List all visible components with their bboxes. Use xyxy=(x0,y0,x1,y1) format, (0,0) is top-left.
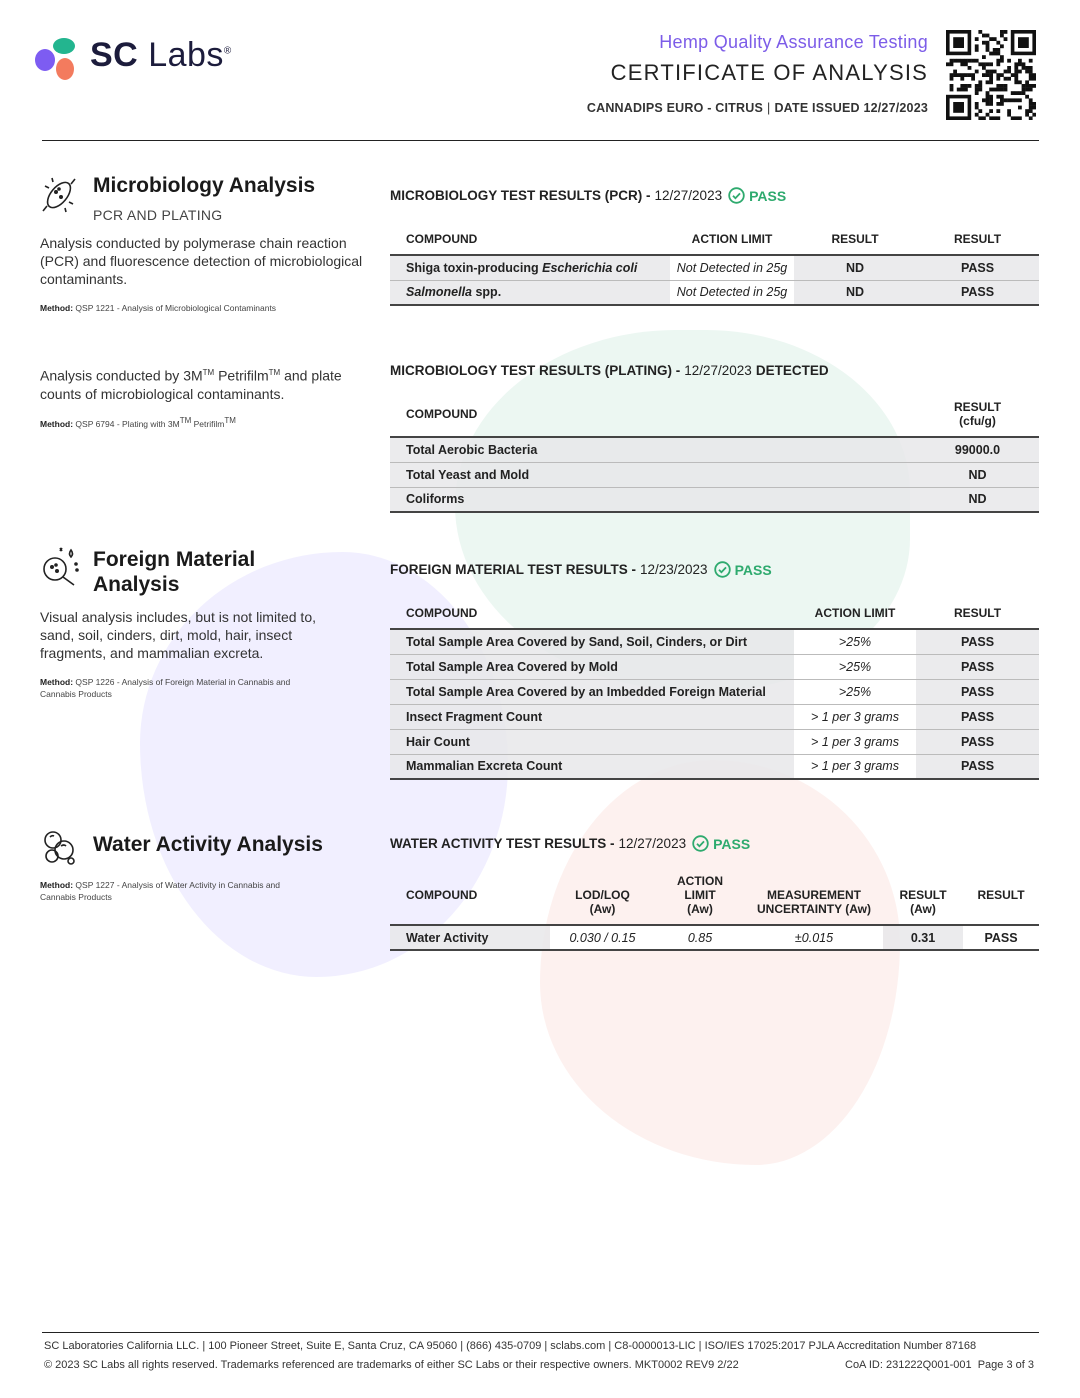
header-divider xyxy=(42,140,1039,141)
footer-copyright: © 2023 SC Labs all rights reserved. Trademarks referenced are trademarks of either SC Labs or their respective owners. MKT0002 REV9 2/22 xyxy=(44,1359,739,1371)
plating-description: Analysis conducted by 3M™ Petrifilm™ and plate counts of microbiological contaminants. xyxy=(40,367,342,402)
table-row: Shiga toxin-producing Escherichia coli Not Detected in 25g ND PASS xyxy=(390,255,1039,280)
certificate-info: CANNADIPS EURO - CITRUS | DATE ISSUED 12/27/2023 xyxy=(586,101,928,115)
qr-code-icon[interactable] xyxy=(946,30,1036,120)
bacteria-icon xyxy=(40,176,78,214)
foreign-results-table: COMPOUND ACTION LIMIT RESULT Total Sample Area Covered by Sand, Soil, Cinders, or Dirt >25% PASS Total Sample Area Covered by Mold >25% PASS Total Sample Area Covered by an Imbedded Foreign Material >25% PASS Insect Fragment Count > 1 per 3 grams PASS Hair Count > 1 per 3 grams PASS Mammalian Excreta Count > 1 per 3 grams PASS xyxy=(390,602,1039,780)
water-droplets-icon xyxy=(40,828,78,866)
footer-address: SC Laboratories California LLC. | 100 Pioneer Street, Suite E, Santa Cruz, CA 95060 | (866) 435-0709 | sclabs.com | C8-0000013-LIC | ISO/IES 17025:2017 PJLA Accreditation Number 87168 xyxy=(44,1340,977,1352)
microbiology-title: Microbiology Analysis xyxy=(93,174,316,197)
certificate-title: CERTIFICATE OF ANALYSIS xyxy=(610,60,928,85)
table-row: Total Sample Area Covered by Sand, Soil, Cinders, or Dirt >25% PASS xyxy=(390,629,1039,654)
coa-id: CoA ID: 231222Q001-001 xyxy=(845,1359,972,1371)
date-issued: DATE ISSUED 12/27/2023 xyxy=(774,101,928,115)
check-circle-icon xyxy=(692,835,709,852)
table-row: Mammalian Excreta Count > 1 per 3 grams PASS xyxy=(390,754,1039,779)
foreign-method: Method: QSP 1226 - Analysis of Foreign Material in Cannabis and Cannabis Products xyxy=(40,677,291,699)
footer-divider xyxy=(42,1332,1039,1333)
check-circle-icon xyxy=(728,187,745,204)
check-circle-icon xyxy=(714,561,731,578)
table-row: Hair Count > 1 per 3 grams PASS xyxy=(390,729,1039,754)
table-row: Total Yeast and Mold ND xyxy=(390,462,1039,487)
table-row: Insect Fragment Count > 1 per 3 grams PASS xyxy=(390,704,1039,729)
water-results-table: COMPOUND LOD/LOQ (Aw) ACTION LIMIT (Aw) MEASUREMENT UNCERTAINTY (Aw) RESULT (Aw) RESULT Water Activity 0.030 / 0.15 0.85 ±0.015 0.31 PASS xyxy=(390,870,1039,951)
decor-blob-pink xyxy=(540,760,900,1165)
table-row: Total Aerobic Bacteria 99000.0 xyxy=(390,437,1039,462)
certificate-subtitle: Hemp Quality Assurance Testing xyxy=(659,32,928,52)
plating-results-table: COMPOUND RESULT (cfu/g) Total Aerobic Bacteria 99000.0 Total Yeast and Mold ND Coliforms ND xyxy=(390,396,1039,513)
pcr-results-table: COMPOUND ACTION LIMIT RESULT RESULT Shiga toxin-producing Escherichia coli Not Detected in 25g ND PASS Salmonella spp. Not Detected in 25g ND PASS xyxy=(390,228,1039,306)
pcr-description: Analysis conducted by polymerase chain reaction (PCR) and fluorescence detection of microbiological contaminants. xyxy=(40,235,363,287)
product-name: CANNADIPS EURO - CITRUS xyxy=(586,101,763,115)
sc-labs-logo-icon xyxy=(34,36,80,82)
foreign-title: Foreign Material Analysis xyxy=(93,548,256,596)
plating-results-heading: MICROBIOLOGY TEST RESULTS (PLATING) - 12/27/2023 DETECTED xyxy=(390,363,829,378)
water-method: Method: QSP 1227 - Analysis of Water Activity in Cannabis and Cannabis Products xyxy=(40,880,280,902)
pcr-pass-badge: PASS xyxy=(728,187,786,204)
table-row: Water Activity 0.030 / 0.15 0.85 ±0.015 0.31 PASS xyxy=(390,925,1039,950)
footer-legal xyxy=(44,1359,1039,1371)
table-row: Total Sample Area Covered by an Imbedded Foreign Material >25% PASS xyxy=(390,679,1039,704)
foreign-results-heading: FOREIGN MATERIAL TEST RESULTS - 12/23/2023 PASS xyxy=(390,561,772,578)
microbiology-subtitle: PCR AND PLATING xyxy=(93,207,223,223)
page-number: Page 3 of 3 xyxy=(977,1359,1034,1371)
table-row: Salmonella spp. Not Detected in 25g ND PASS xyxy=(390,280,1039,305)
foreign-pass-badge: PASS xyxy=(714,561,772,578)
table-row: Total Sample Area Covered by Mold >25% PASS xyxy=(390,654,1039,679)
magnifier-icon xyxy=(40,544,78,582)
water-pass-badge: PASS xyxy=(692,835,750,852)
plating-method: Method: QSP 6794 - Plating with 3MTM PetrifilmTM xyxy=(40,416,236,429)
brand-wordmark: SC Labs® xyxy=(90,36,232,74)
pcr-method: Method: QSP 1221 - Analysis of Microbiological Contaminants xyxy=(40,303,277,313)
water-results-heading: WATER ACTIVITY TEST RESULTS - 12/27/2023 PASS xyxy=(390,835,751,852)
pcr-results-heading: MICROBIOLOGY TEST RESULTS (PCR) - 12/27/2023 PASS xyxy=(390,187,787,204)
table-row: Coliforms ND xyxy=(390,487,1039,512)
water-title: Water Activity Analysis xyxy=(93,833,323,856)
foreign-description: Visual analysis includes, but is not limited to, sand, soil, cinders, dirt, mold, hair, insect fragments, and mammalian excreta. xyxy=(40,609,316,661)
